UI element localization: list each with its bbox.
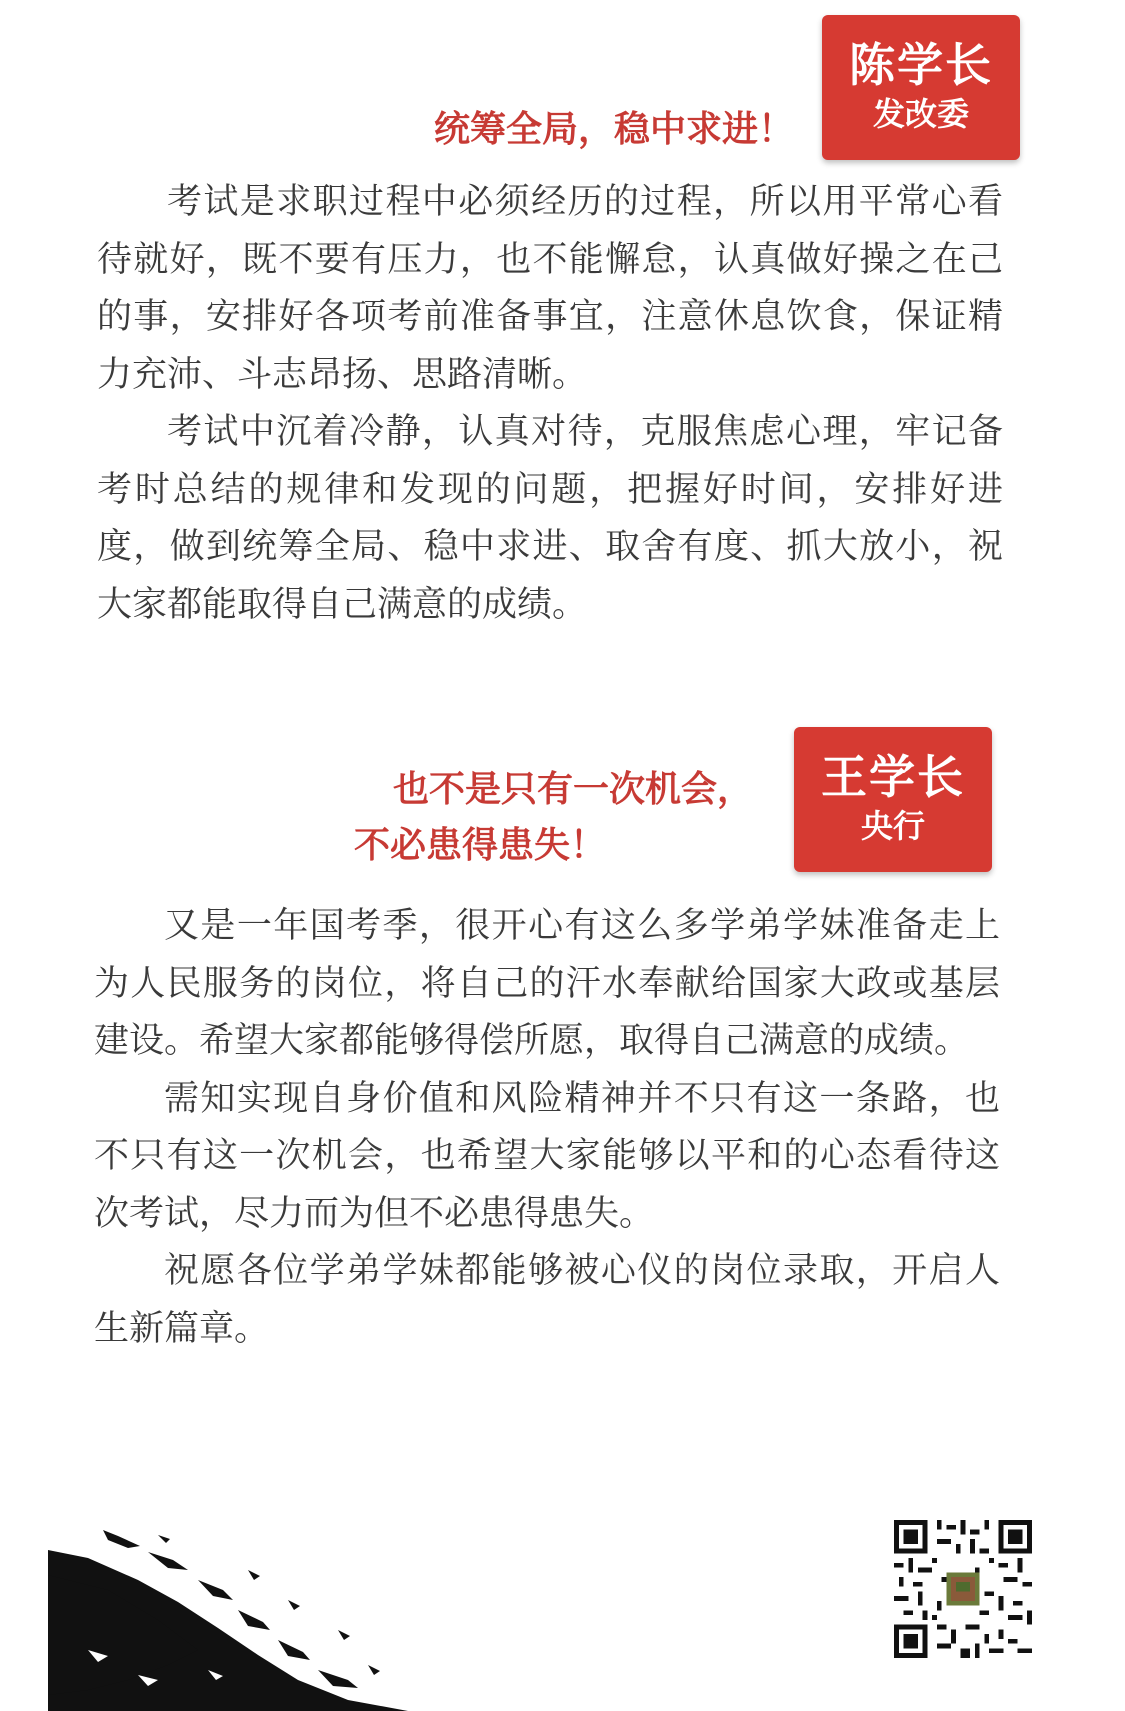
section2-paragraph-3: 祝愿各位学弟学妹都能够被心仪的岗位录取，开启人生新篇章。 bbox=[94, 1251, 1000, 1349]
section2-headline-line2: 不必患得患失！ bbox=[354, 825, 607, 866]
section1-body bbox=[97, 174, 1003, 634]
section1-paragraph-1: 考试是求职过程中必须经历的过程，所以用平常心看待就好，既不要有压力，也不能懈怠，认真做好操之在己的事，安排好各项考前准备事宜，注意休息饮食，保证精力充沛、斗志昂扬、思路清晰。 bbox=[97, 182, 1003, 395]
section2-paragraph-1: 又是一年国考季，很开心有这么多学弟学妹准备走上为人民服务的岗位，将自己的汗水奉献给国家大政或基层建设。希望大家都能够得偿所愿，取得自己满意的成绩。 bbox=[94, 906, 1000, 1061]
author-badge-chen bbox=[822, 15, 1020, 160]
section1-paragraph-2: 考试中沉着冷静，认真对待，克服焦虑心理，牢记备考时总结的规律和发现的问题，把握好时间，安排好进度，做到统筹全局、稳中求进、取舍有度、抓大放小，祝大家都能取得自己满意的成绩。 bbox=[97, 412, 1003, 625]
author-badge-wang bbox=[794, 727, 992, 872]
section2-body bbox=[94, 898, 1000, 1358]
section1-headline: 统筹全局，稳中求进！ bbox=[434, 109, 795, 150]
section2-headline-line1: 也不是只有一次机会， bbox=[393, 769, 754, 810]
author-name: 陈学长 bbox=[849, 38, 993, 92]
qr-code-icon bbox=[890, 1520, 1036, 1658]
author-org: 央行 bbox=[860, 807, 925, 845]
section2-paragraph-2: 需知实现自身价值和风险精神并不只有这一条路，也不只有这一次机会，也希望大家能够以平和的心态看待这次考试，尽力而为但不必患得患失。 bbox=[94, 1078, 1000, 1234]
ink-brush-stroke-icon bbox=[48, 1530, 408, 1711]
author-name: 王学长 bbox=[821, 750, 965, 804]
author-org: 发改委 bbox=[872, 95, 969, 133]
